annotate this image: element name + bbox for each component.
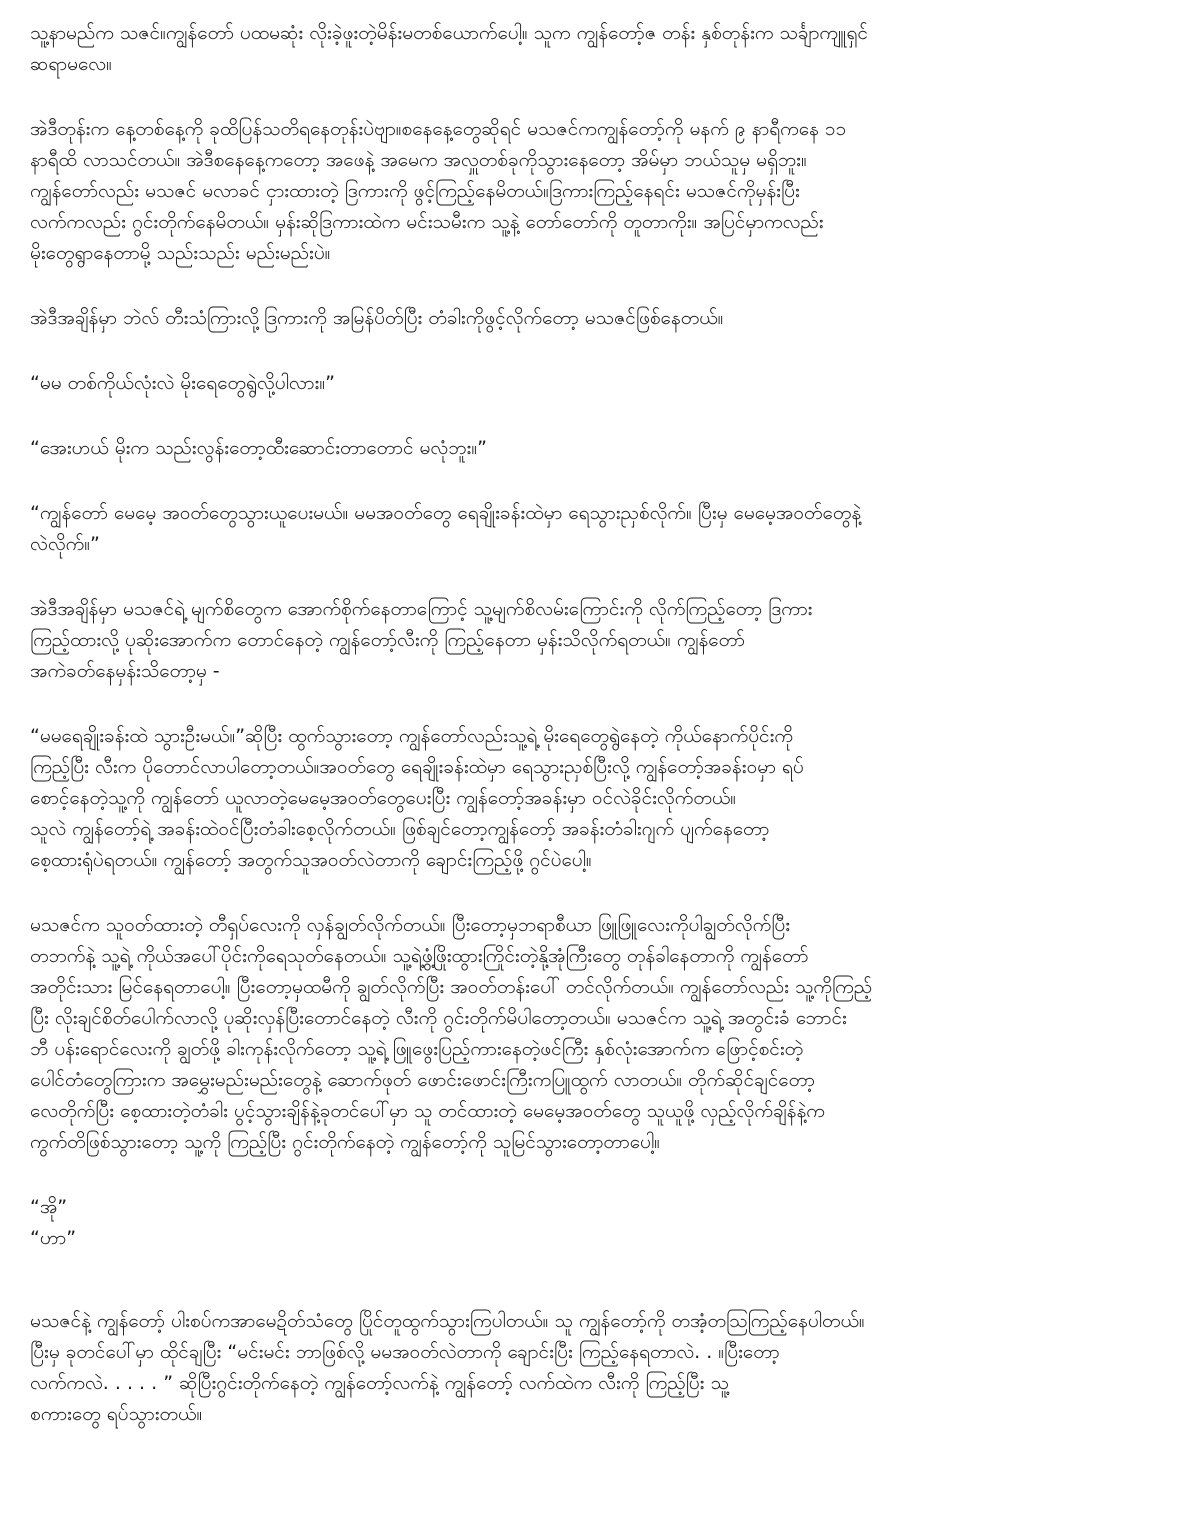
text-line: ဘီ ပန်းရောင်လေးကို ချွတ်ဖို့ ခါးကုန်းလိုက်တော့ သူ့ရဲ့ ဖြူဖွေးပြည့်ကားနေတဲ့ဖင်ကြီး နှစ်လုံးအောက်က ဖြောင့်စင်းတဲ့ xyxy=(30,1038,804,1060)
text-line: ကြည့်ထားလို့ ပုဆိုးအောက်က တောင်နေတဲ့ ကျွန်တော့်လီးကို ကြည့်နေတာ မှန်းသိလိုက်ရတယ်။ ကျွန်တော် xyxy=(30,629,745,651)
text-line: မသဇင်နဲ့ ကျွန်တော့် ပါးစပ်ကအာမေဍိတ်သံတွေ ပြိုင်တူထွက်သွားကြပါတယ်။ သူ ကျွန်တော့်ကို တအံ့တဩကြည့်နေပါတယ်။ xyxy=(30,1310,865,1332)
text-line: ကျွန်တော်လည်း မသဇင် မလာခင် ငှားထားတဲ့ ဒြကားကို ဖွင့်ကြည့်နေမိတယ်။ဒြကားကြည့်နေရင်း မသဇင်ကိုမှန်းပြီး xyxy=(30,180,800,202)
text-line: “မမရေချိုးခန်းထဲ သွားဦးမယ်။”ဆိုပြီး ထွက်သွားတော့ ကျွန်တော်လည်းသူ့ရဲ့ မိုးရေတွေရွဲနေတဲ့ ကိုယ်နောက်ပိုင်းကို xyxy=(30,725,794,747)
text-line: ပြီးမှ ခုတင်ပေါ်မှာ ထိုင်ချပြီး “မင်းမင်း ဘာဖြစ်လို့ မမအဝတ်လဲတာကို ချောင်းပြီး ကြည့်နေရတာလဲ. . ။ပြီးတော့ xyxy=(30,1341,780,1363)
text-line: မိုးတွေရွာနေတာမို့ သည်းသည်း မည်းမည်းပဲ။ xyxy=(30,242,331,264)
document-page xyxy=(30,18,1180,1464)
text-line: အဲဒီအချိန်မှာ ဘဲလ် တီးသံကြားလို့ဒြကားကို အမြန်ပိတ်ပြီး တံခါးကိုဖွင့်လိုက်တော့ မသဇင်ဖြစ်နေတယ်။ xyxy=(30,307,724,329)
text-line: အကဲခတ်နေမှန်းသိတော့မှ - xyxy=(30,660,220,682)
text-line: “ကျွန်တော် မေမေ့ အဝတ်တွေသွားယူပေးမယ်။ မမအဝတ်တွေ ရေချိုးခန်းထဲမှာ ရေသွားညှစ်လိုက်။ ပြီးမှ မေမေ့အဝတ်တွေနဲ့ xyxy=(30,502,862,524)
text-line: လေတိုက်ပြီး စေ့ထားတဲ့တံခါး ပွင့်သွားချိန်နဲ့ခုတင်ပေါ်မှာ သူ တင်ထားတဲ့ မေမေ့အဝတ်တွေ သူယူဖို့ လှည့်လိုက်ချိန်နဲ့က xyxy=(30,1100,825,1122)
text-line: လက်ကလည်း ဂွင်းတိုက်နေမိတယ်။ မှန်းဆိုဒြကားထဲက မင်းသမီးက သူ့နဲ့ တော်တော်ကို တူတာကိုး။ အပြင်မှာကလည်း xyxy=(30,211,824,233)
text-line: စကားတွေ ရပ်သွားတယ်။ xyxy=(30,1403,203,1425)
paragraph-7 xyxy=(30,1306,1180,1430)
text-line: တဘက်နဲ့ သူ့ရဲ့ ကိုယ်အပေါ်ပိုင်းကိုရေသုတ်နေတယ်။ သူ့ရဲ့ဖွံ့ဖြိုးထွားကြိုင်းတဲ့နို့အုံကြီးတွေ တုန်ခါနေတာကို ကျွန်တော် xyxy=(30,945,809,967)
text-line: သူ့နာမည်က သဇင်။ကျွန်တော် ပထမဆုံး လိုးခဲ့ဖူးတဲ့မိန်းမတစ်ယောက်ပေါ့။ သူက ကျွန်တော့်ဇ တန်း နှစ်တုန်းက သင်္ချာကျူရှင် xyxy=(30,22,868,44)
text-line: “အေးဟယ် မိုးက သည်းလွန်းတော့ထီးဆောင်းတာတောင် မလုံဘူး။” xyxy=(30,437,487,459)
text-line: “အို” xyxy=(30,1196,68,1218)
text-line: စောင့်နေတဲ့သူ့ကို ကျွန်တော် ယူလာတဲ့မေမေ့အဝတ်တွေပေးပြီး ကျွန်တော့်အခန်းမှာ ဝင်လဲခိုင်းလိုက်တယ်။ xyxy=(30,787,737,809)
paragraph-1 xyxy=(30,18,1180,80)
text-line: မသဇင်က သူဝတ်ထားတဲ့ တီရှပ်လေးကို လှန်ချွတ်လိုက်တယ်။ ပြီးတော့မှဘရာစီယာ ဖြူဖြူလေးကိုပါချွတ်လိုက်ပြီး xyxy=(30,914,791,936)
text-line: “ဟာ” xyxy=(30,1227,77,1249)
dialogue-2 xyxy=(30,433,1180,464)
paragraph-2 xyxy=(30,114,1180,269)
paragraph-3 xyxy=(30,303,1180,334)
dialogue-1 xyxy=(30,368,1180,399)
text-line: သူလဲ ကျွန်တော့်ရဲ့ အခန်းထဲဝင်ပြီးတံခါးစေ့လိုက်တယ်။ ဖြစ်ချင်တော့ကျွန်တော့် အခန်းတံခါးဂျက် ပျက်နေတော့ xyxy=(30,818,770,840)
text-line: ကြည့်ပြီး လီးက ပိုတောင်လာပါတော့တယ်။အဝတ်တွေ ရေချိုးခန်းထဲမှာ ရေသွားညှစ်ပြီးလို့ ကျွန်တော့်အခန်းဝမှာ ရပ် xyxy=(30,756,804,778)
text-line: ပေါင်တံတွေကြားက အမွှေးမည်းမည်းတွေနဲ့ ဆောက်ဖုတ် ဖောင်းဖောင်းကြီးကပြူထွက် လာတယ်။ တိုက်ဆိုင်ချင်တော့ xyxy=(30,1069,815,1091)
text-line: ဆရာမလေ။ xyxy=(30,53,112,75)
dialogue-4 xyxy=(30,1192,1180,1254)
dialogue-3 xyxy=(30,498,1180,560)
text-line: အဲဒီအချိန်မှာ မသဇင်ရဲ့ မျက်စိတွေက အောက်စိုက်နေတာကြောင့် သူ့မျက်စိလမ်းကြောင်းကို လိုက်ကြည့်တော့ ဒြကား xyxy=(30,598,813,620)
text-line: စေ့ထားရုံပဲရတယ်။ ကျွန်တော့် အတွက်သူအဝတ်လဲတာကို ချောင်းကြည့်ဖို့ ဂွင်ပဲပေါ့။ xyxy=(30,849,592,871)
text-line: ကွက်တိဖြစ်သွားတော့ သူ့ကို ကြည့်ပြီး ဂွင်းတိုက်နေတဲ့ ကျွန်တော့်ကို သူမြင်သွားတော့တာပေါ့။ xyxy=(30,1131,660,1153)
text-line: “မမ တစ်ကိုယ်လုံးလဲ မိုးရေတွေရွဲလို့ပါလား။” xyxy=(30,372,335,394)
paragraph-5 xyxy=(30,721,1180,876)
paragraph-6 xyxy=(30,910,1180,1158)
text-line: နာရီထိ လာသင်တယ်။ အဲဒီစနေနေ့ကတော့ အဖေနဲ့ အမေက အလှူတစ်ခုကိုသွားနေတော့ အိမ်မှာ ဘယ်သူမှ မရှိဘူး။ xyxy=(30,149,807,171)
paragraph-4 xyxy=(30,594,1180,687)
text-line: ပြီး လိုးချင်စိတ်ပေါက်လာလို့ ပုဆိုးလှန်ပြီးတောင်နေတဲ့ လီးကို ဂွင်းတိုက်မိပါတော့တယ်။ မသဇင်က သူ့ရဲ့ အတွင်းခံ ဘောင်း xyxy=(30,1007,847,1029)
text-line: အတိုင်းသား မြင်နေရတာပေါ့။ ပြီးတော့မှထမီကို ချွတ်လိုက်ပြီး အဝတ်တန်းပေါ် တင်လိုက်တယ်။ ကျွန်တော်လည်း သူ့ကိုကြည့် xyxy=(30,976,873,998)
text-line: အဲဒီတုန်းက နေ့တစ်နေ့ကို ခုထိပြန်သတိရနေတုန်းပဲဗျာ။စနေနေ့တွေဆိုရင် မသဇင်ကကျွန်တော့်ကို မနက် ၉ နာရီကနေ ၁၁ xyxy=(30,118,847,140)
text-line: လဲလိုက်။” xyxy=(30,533,100,555)
text-line: လက်ကလဲ. . . . . ” ဆိုပြီးဂွင်းတိုက်နေတဲ့ ကျွန်တော့်လက်နဲ့ ကျွန်တော့် လက်ထဲက လီးကို ကြည့်ပြီး သူ့ xyxy=(30,1372,729,1394)
